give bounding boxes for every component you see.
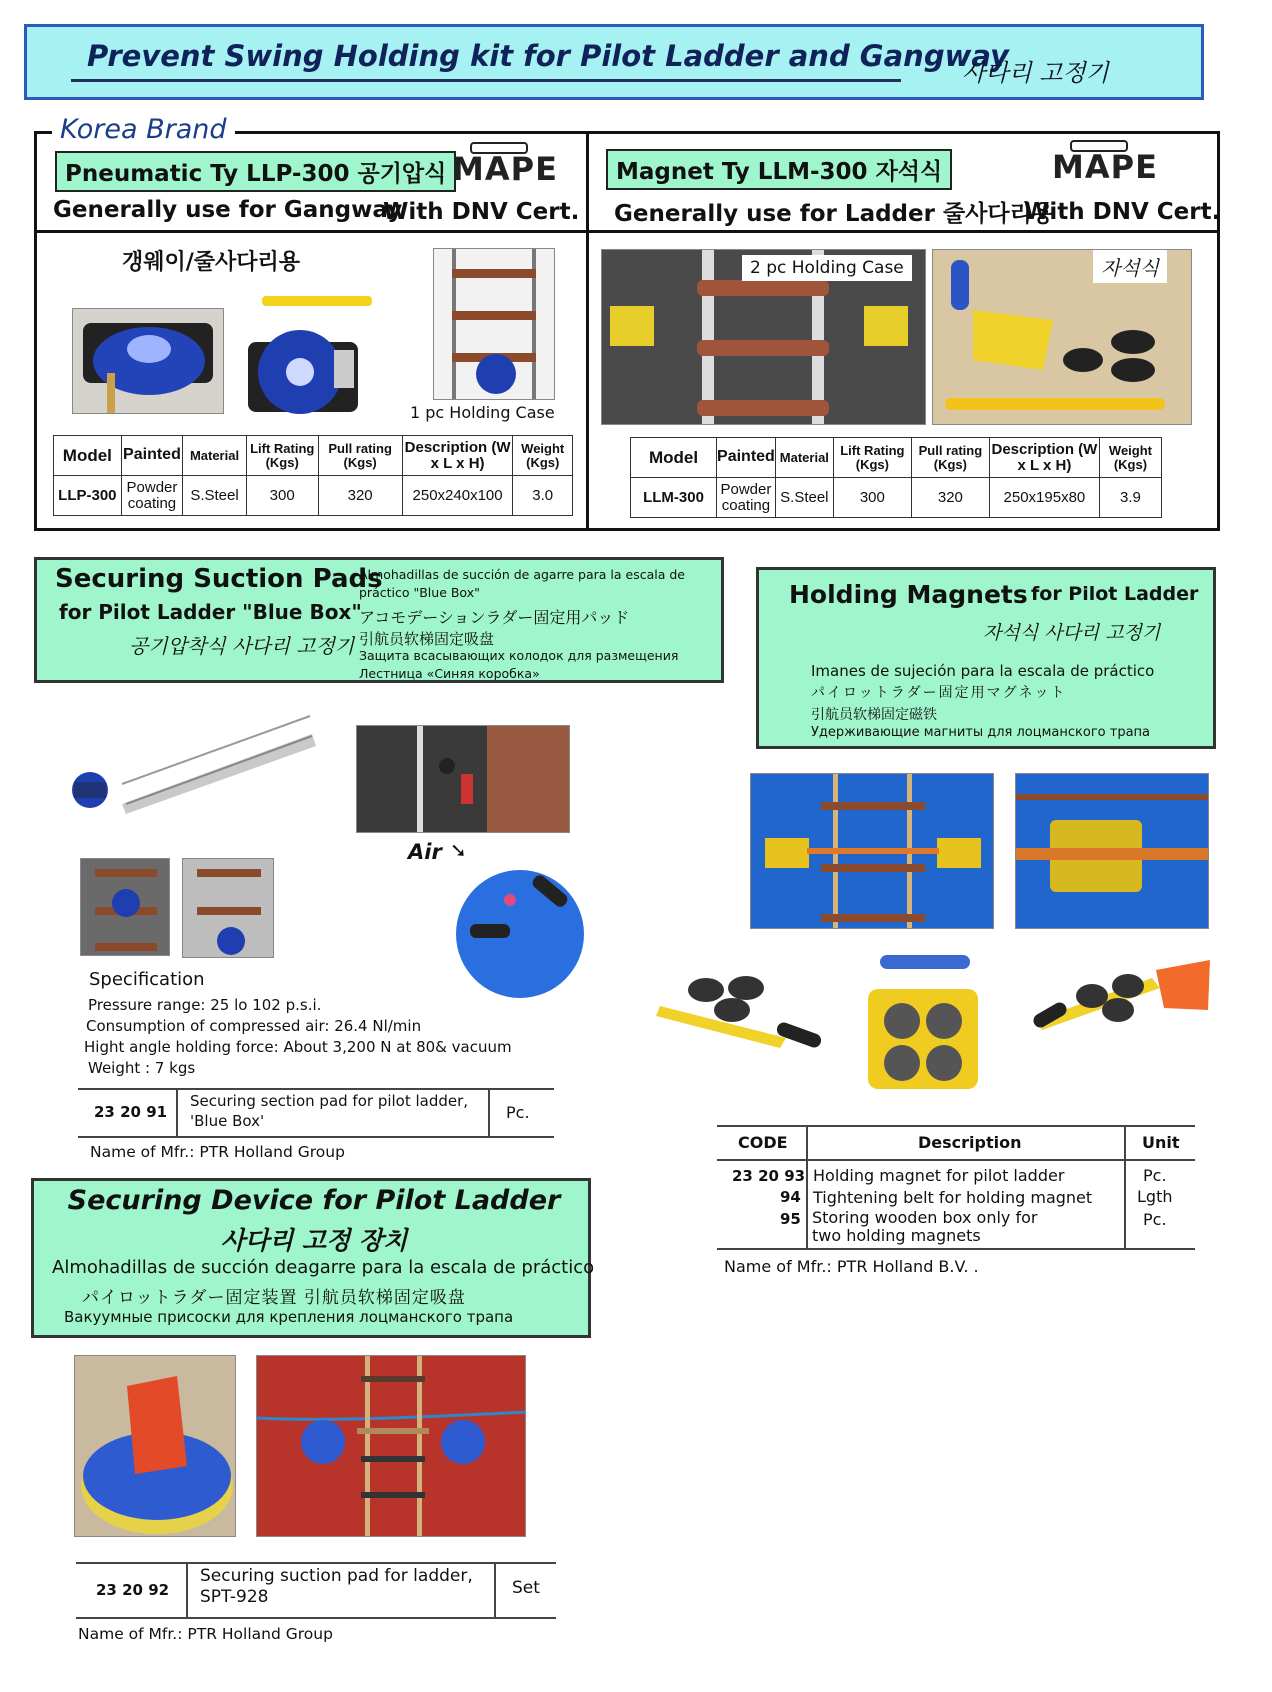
brand-divider-vertical [586, 131, 589, 531]
suction-pads-cn: 引航员软梯固定吸盘 [359, 630, 495, 648]
magnet-model-label: Magnet Ty LLM-300 자석식 [606, 149, 952, 190]
magnet-ladder-photo [601, 249, 926, 425]
ladder-pad-photo-1 [80, 858, 170, 956]
magnet-type-label-kr: 자석식 [1093, 250, 1167, 283]
table-header: Description (W x L x H) [402, 436, 513, 476]
magnet-product-image-1 [656, 966, 826, 1056]
table-cell: 300 [833, 478, 911, 518]
securing-device-code: 23 20 92 [96, 1581, 170, 1599]
magnet-description: Storing wooden box only for two holding magnets [812, 1208, 1038, 1245]
holding-magnets-title-suffix: for Pilot Ladder [1031, 583, 1199, 605]
table-header: CODE [738, 1133, 788, 1152]
table-header: Weight (Kgs) [1099, 438, 1161, 478]
red-hull-ladder-photo [256, 1355, 526, 1537]
suction-pads-title: Securing Suction Pads [55, 564, 383, 594]
table-cell: 300 [246, 476, 318, 516]
suction-pad-mfr: Name of Mfr.: PTR Holland Group [90, 1143, 345, 1161]
holding-magnets-cn: 引航员软梯固定磁铁 [811, 707, 937, 723]
page-title-korean: 사다리 고정기 [962, 59, 1109, 87]
table-header: Painted [717, 438, 776, 478]
magnet-unit: Pc. [1143, 1210, 1167, 1229]
magnet-unit-photo [932, 249, 1192, 425]
securing-pad-photo [74, 1355, 236, 1537]
table-cell: 320 [911, 478, 989, 518]
table-header: Pull rating (Kgs) [911, 438, 989, 478]
magnets-ladder-image-2 [1016, 774, 1209, 929]
table-cell: S.Steel [183, 476, 247, 516]
table-header: Lift Rating (Kgs) [833, 438, 911, 478]
mape-logo: MAPE [1052, 148, 1158, 186]
table-row [631, 438, 1162, 478]
spec-line: Hight angle holding force: About 3,200 N at 80& vacuum [84, 1038, 512, 1056]
suction-pads-jp: アコモデーションラダー固定用パッド [359, 608, 630, 627]
rule [78, 1088, 554, 1090]
pneumatic-spec-table [53, 435, 573, 516]
spec-line: Consumption of compressed air: 26.4 Nl/min [86, 1017, 422, 1035]
table-cell: 3.0 [513, 476, 573, 516]
rule [176, 1088, 178, 1136]
magnet-product-photo-2 [858, 955, 988, 1100]
pneumatic-use-line: Generally use for Gangway [53, 197, 403, 223]
table-cell: 320 [318, 476, 402, 516]
suction-pad-code: 23 20 91 [94, 1103, 168, 1121]
rule [78, 1136, 554, 1138]
table-row [54, 436, 573, 476]
pneumatic-pad-photo [72, 308, 224, 414]
two-case-caption: 2 pc Holding Case [742, 255, 912, 281]
holding-magnets-es: Imanes de sujeción para la escala de práctico [811, 662, 1155, 680]
magnets-ladder-photo-1 [750, 773, 994, 929]
table-cell: Powder coating [121, 476, 183, 516]
air-arrow-icon: ➘ [450, 838, 467, 862]
securing-device-header-box [31, 1178, 595, 1338]
table-header: Material [183, 436, 247, 476]
spec-title: Specification [89, 969, 205, 990]
magnet-unit: Pc. [1143, 1166, 1167, 1185]
ladder-pad-image-1 [81, 859, 170, 956]
ladder-pad-image-2 [183, 859, 274, 958]
securing-device-unit: Set [512, 1578, 540, 1598]
red-hull-ladder-image [257, 1356, 526, 1537]
table-header: Weight (Kgs) [513, 436, 573, 476]
ship-hull-image [357, 726, 570, 833]
table-cell: LLP-300 [54, 476, 122, 516]
table-cell: S.Steel [775, 478, 833, 518]
magnet-product-photo-3 [1032, 960, 1212, 1080]
table-cell: Powder coating [717, 478, 776, 518]
holding-magnets-title: Holding Magnets [789, 580, 1028, 609]
table-header: Lift Rating (Kgs) [246, 436, 318, 476]
rule [494, 1562, 496, 1617]
title-underline [71, 79, 901, 82]
rule [1124, 1125, 1126, 1248]
table-cell: 250x240x100 [402, 476, 513, 516]
pneumatic-model-label: Pneumatic Ty LLP-300 공기압식 [55, 151, 456, 192]
pneumatic-cert: With DNV Cert. [383, 199, 580, 225]
magnet-unit: Lgth [1137, 1187, 1173, 1206]
rule [717, 1248, 1195, 1250]
rule [488, 1088, 490, 1136]
suction-pads-header-box [34, 557, 724, 683]
table-header: Painted [121, 436, 183, 476]
gangway-photo [66, 712, 320, 814]
magnet-description: Holding magnet for pilot ladder [813, 1166, 1065, 1185]
magnet-mfr: Name of Mfr.: PTR Holland B.V. . [724, 1257, 979, 1276]
table-row [54, 476, 573, 516]
ladder-pad-photo-2 [182, 858, 274, 958]
table-header: Model [631, 438, 717, 478]
holding-case-photo [433, 248, 555, 400]
blue-pad-image [450, 864, 590, 998]
spec-line: Pressure range: 25 lo 102 p.s.i. [88, 996, 322, 1014]
table-header: Description [918, 1133, 1022, 1152]
table-header: Pull rating (Kgs) [318, 436, 402, 476]
magnets-ladder-image-1 [751, 774, 994, 929]
securing-pad-image [75, 1356, 236, 1537]
magnet-spec-table [630, 437, 1162, 518]
holding-magnets-jp: パイロットラダー固定用マグネット [811, 685, 1067, 701]
suction-pad-unit: Pc. [506, 1103, 530, 1122]
magnet-cert: With DNV Cert. [1024, 199, 1221, 225]
suction-pads-title-kr: 공기압착식 사다리 고정기 [129, 634, 355, 658]
blue-pad-photo [450, 864, 590, 998]
suction-pads-ru: Защита всасывающих колодок для размещения Лестница «Синяя коробка» [359, 648, 679, 681]
pneumatic-unit-image [238, 292, 378, 422]
table-header: Description (W x L x H) [989, 438, 1099, 478]
magnet-code: 95 [780, 1210, 801, 1228]
suction-pad-description: Securing section pad for pilot ladder, 'Blue Box' [190, 1092, 469, 1130]
table-row [631, 478, 1162, 518]
table-header: Unit [1142, 1133, 1180, 1152]
magnet-description: Tightening belt for holding magnet [813, 1188, 1093, 1207]
air-label: Air [408, 840, 442, 864]
magnet-code: 94 [780, 1188, 801, 1206]
ship-hull-photo [356, 725, 570, 833]
magnet-code: 23 20 93 [732, 1167, 806, 1185]
securing-device-title-kr: 사다리 고정 장치 [220, 1226, 408, 1255]
securing-device-mfr: Name of Mfr.: PTR Holland Group [78, 1625, 333, 1643]
securing-device-es: Almohadillas de succión deagarre para la escala de práctico [52, 1257, 595, 1278]
holding-case-caption: 1 pc Holding Case [410, 403, 555, 422]
korea-brand-label: Korea Brand [52, 114, 235, 145]
holding-magnets-header-box [756, 567, 1216, 749]
magnet-product-photo-1 [656, 966, 826, 1056]
securing-device-ru: Вакуумные присоски для крепления лоцманского трапа [64, 1308, 514, 1326]
table-header: Model [54, 436, 122, 476]
magnet-use-line: Generally use for Ladder 줄사다리용 [614, 201, 1055, 227]
securing-device-title: Securing Device for Pilot Ladder [67, 1185, 561, 1216]
table-cell: LLM-300 [631, 478, 717, 518]
magnets-ladder-photo-2 [1015, 773, 1209, 929]
title-banner [24, 24, 1204, 100]
brand-divider-horizontal [34, 230, 1220, 233]
spec-line: Weight : 7 kgs [88, 1059, 196, 1077]
suction-pads-subtitle: for Pilot Ladder "Blue Box" [59, 600, 362, 624]
table-cell: 3.9 [1099, 478, 1161, 518]
holding-magnets-ru: Удерживающие магниты для лоцманского трапа [811, 725, 1150, 740]
holding-magnets-title-kr: 자석식 사다리 고정기 [983, 622, 1161, 644]
rule [76, 1617, 556, 1619]
gangway-image [66, 712, 320, 814]
suction-pads-es: Almohadillas de succión de agarre para la escala de práctico "Blue Box" [359, 567, 685, 600]
gangway-ladder-label-kr: 갱웨이/줄사다리용 [122, 250, 301, 275]
magnet-product-image-2 [858, 955, 988, 1100]
rule [806, 1125, 808, 1248]
pneumatic-unit-photo [238, 292, 378, 422]
securing-device-description: Securing suction pad for ladder, SPT-928 [200, 1566, 473, 1608]
mape-logo: MAPE [452, 150, 558, 188]
page-title: Prevent Swing Holding kit for Pilot Ladder and Gangway [87, 39, 1009, 73]
table-header: Material [775, 438, 833, 478]
rule [76, 1562, 556, 1564]
securing-device-jp-cn: パイロットラダー固定装置 引航员软梯固定吸盘 [82, 1288, 466, 1308]
table-cell: 250x195x80 [989, 478, 1099, 518]
rule [186, 1562, 188, 1617]
pneumatic-pad-image [73, 309, 224, 414]
holding-case-image [434, 249, 555, 400]
magnet-product-image-3 [1032, 960, 1212, 1080]
